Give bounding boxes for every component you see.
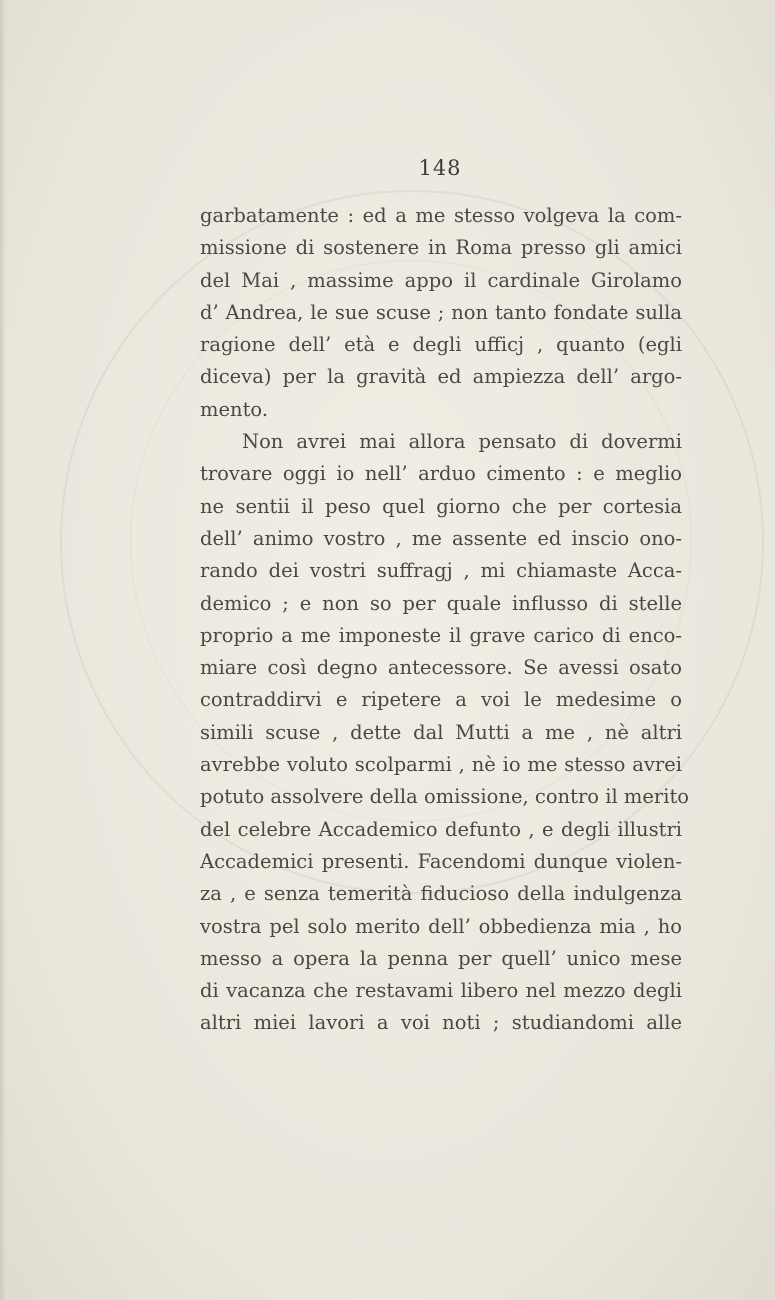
text-line: missione di sostenere in Roma presso gli amici xyxy=(200,236,682,260)
text-line: mento. xyxy=(200,397,269,421)
body-text xyxy=(200,200,690,1040)
text-line: del Mai , massime appo il cardinale Girolamo xyxy=(200,268,682,292)
text-line: proprio a me imponeste il grave carico di enco- xyxy=(200,623,682,647)
text-line: Accademici presenti. Facendomi dunque violen- xyxy=(200,849,682,873)
text-line: messo a opera la penna per quell’ unico mese xyxy=(200,946,682,970)
text-line: demico ; e non so per quale influsso di stelle xyxy=(200,591,682,615)
text-line: altri miei lavori a voi noti ; studiandomi alle xyxy=(200,1011,682,1035)
text-line: garbatamente : ed a me stesso volgeva la com- xyxy=(200,204,682,227)
text-line: d’ Andrea, le sue scuse ; non tanto fondate sulla xyxy=(200,300,682,324)
page-edge-shadow xyxy=(0,0,6,1300)
text-line: contraddirvi e ripetere a voi le medesime o xyxy=(200,688,682,712)
text-line: miare così degno antecessore. Se avessi osato xyxy=(200,656,682,680)
text-line: del celebre Accademico defunto , e degli illustri xyxy=(200,817,682,841)
text-line: diceva) per la gravità ed ampiezza dell’ argo- xyxy=(200,365,682,389)
text-line: simili scuse , dette dal Mutti a me , nè altri xyxy=(200,720,682,744)
text-line: di vacanza che restavami libero nel mezzo degli xyxy=(200,979,682,1003)
text-line: ragione dell’ età e degli ufficj , quanto (egli xyxy=(200,333,682,357)
text-line: avrebbe voluto scolparmi , nè io me stesso avrei xyxy=(200,753,682,777)
text-line: ne sentii il peso quel giorno che per cortesia xyxy=(200,494,682,518)
text-line: trovare oggi io nell’ arduo cimento : e meglio xyxy=(200,462,682,486)
paragraph-start-line: Non avrei mai allora pensato di dovermi xyxy=(242,430,682,454)
text-line: za , e senza temerità fiducioso della indulgenza xyxy=(200,882,682,906)
text-line: rando dei vostri suffragj , mi chiamaste Acca- xyxy=(200,559,682,583)
text-line: vostra pel solo merito dell’ obbedienza mia , ho xyxy=(200,914,682,938)
text-line: potuto assolvere della omissione, contro il merito xyxy=(200,785,690,809)
page-number: 148 xyxy=(418,156,462,180)
text-line: dell’ animo vostro , me assente ed inscio ono- xyxy=(200,526,682,550)
